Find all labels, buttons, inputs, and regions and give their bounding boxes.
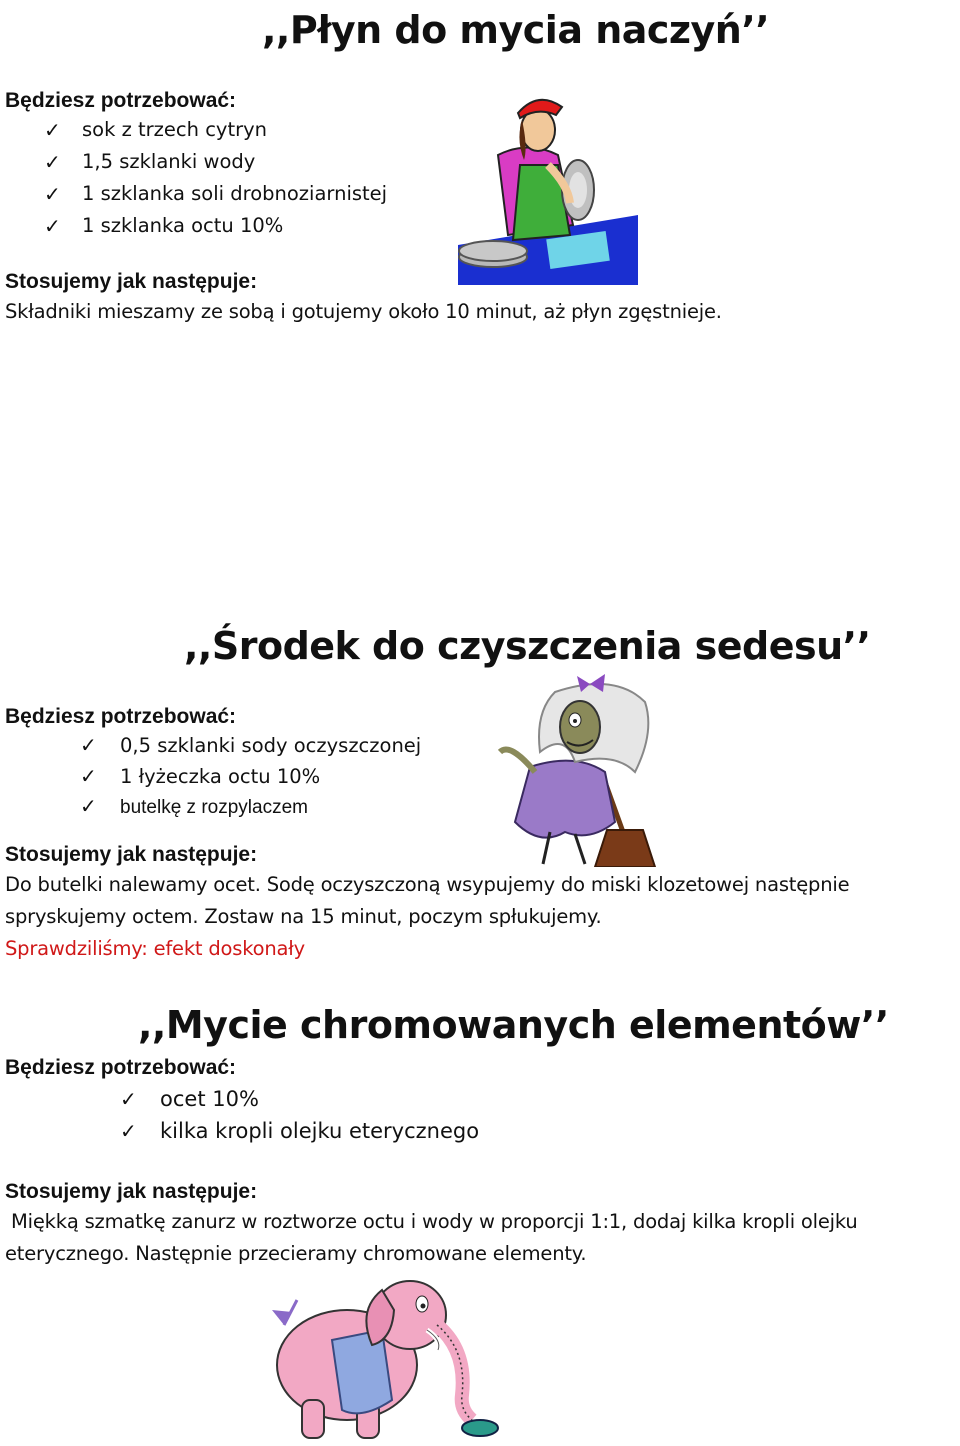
section-2-method-line-2: spryskujemy octem. Zostaw na 15 minut, poczym spłukujemy. bbox=[5, 905, 602, 928]
checkmark-icon: ✓ bbox=[44, 214, 61, 238]
list-item: ✓ ocet 10% bbox=[0, 1083, 479, 1115]
section-3-method-line-1: Miękką szmatkę zanurz w roztworze octu i wody w proporcji 1:1, dodaj kilka kropli olejku bbox=[5, 1210, 858, 1233]
checkmark-icon: ✓ bbox=[80, 796, 97, 818]
list-item: ✓ sok z trzech cytryn bbox=[0, 114, 387, 146]
checkmark-icon: ✓ bbox=[120, 1087, 137, 1111]
checkmark-icon: ✓ bbox=[44, 150, 61, 174]
witch-cleaning-illustration bbox=[495, 672, 670, 867]
section-3-method-label: Stosujemy jak następuje: bbox=[5, 1180, 258, 1203]
section-2-needs-label: Będziesz potrzebować: bbox=[5, 705, 237, 728]
checkmark-icon: ✓ bbox=[44, 118, 61, 142]
section-2-method-line-1: Do butelki nalewamy ocet. Sodę oczyszczoną wsypujemy do miski klozetowej następnie bbox=[5, 873, 850, 896]
section-2-ingredient-list bbox=[0, 730, 421, 823]
checkmark-icon: ✓ bbox=[80, 764, 97, 788]
checkmark-icon: ✓ bbox=[44, 182, 61, 206]
list-item: ✓ kilka kropli olejku eterycznego bbox=[0, 1115, 479, 1147]
section-2-method-label: Stosujemy jak następuje: bbox=[5, 843, 258, 866]
section-3-method-line-2: eterycznego. Następnie przecieramy chromowane elementy. bbox=[5, 1242, 587, 1265]
section-3-title: ,,Mycie chromowanych elementów’’ bbox=[138, 1003, 889, 1047]
checkmark-icon: ✓ bbox=[120, 1119, 137, 1143]
list-item: ✓ 1 szklanka soli drobnoziarnistej bbox=[0, 178, 387, 210]
list-item: ✓ 1,5 szklanki wody bbox=[0, 146, 387, 178]
section-3-needs-label: Będziesz potrzebować: bbox=[5, 1056, 237, 1079]
section-2-title: ,,Środek do czyszczenia sedesu’’ bbox=[184, 624, 871, 668]
section-1-method-text: Składniki mieszamy ze sobą i gotujemy około 10 minut, aż płyn zgęstnieje. bbox=[5, 300, 722, 323]
section-1-method-label: Stosujemy jak następuje: bbox=[5, 270, 258, 293]
list-item: ✓ 0,5 szklanki sody oczyszczonej bbox=[0, 730, 421, 761]
section-1-title: ,,Płyn do mycia naczyń’’ bbox=[262, 8, 770, 52]
checkmark-icon: ✓ bbox=[80, 733, 97, 757]
dishwasher-illustration bbox=[458, 85, 638, 285]
elephant-scrubbing-illustration bbox=[262, 1270, 502, 1442]
list-item: ✓ 1 łyżeczka octu 10% bbox=[0, 761, 421, 792]
section-3-ingredient-list bbox=[0, 1083, 479, 1147]
section-1-needs-label: Będziesz potrzebować: bbox=[5, 89, 237, 112]
section-2-verdict: Sprawdziliśmy: efekt doskonały bbox=[5, 937, 305, 960]
list-item: ✓ 1 szklanka octu 10% bbox=[0, 210, 387, 242]
section-1-ingredient-list bbox=[0, 114, 387, 242]
list-item: ✓ butelkę z rozpylaczem bbox=[0, 792, 421, 823]
